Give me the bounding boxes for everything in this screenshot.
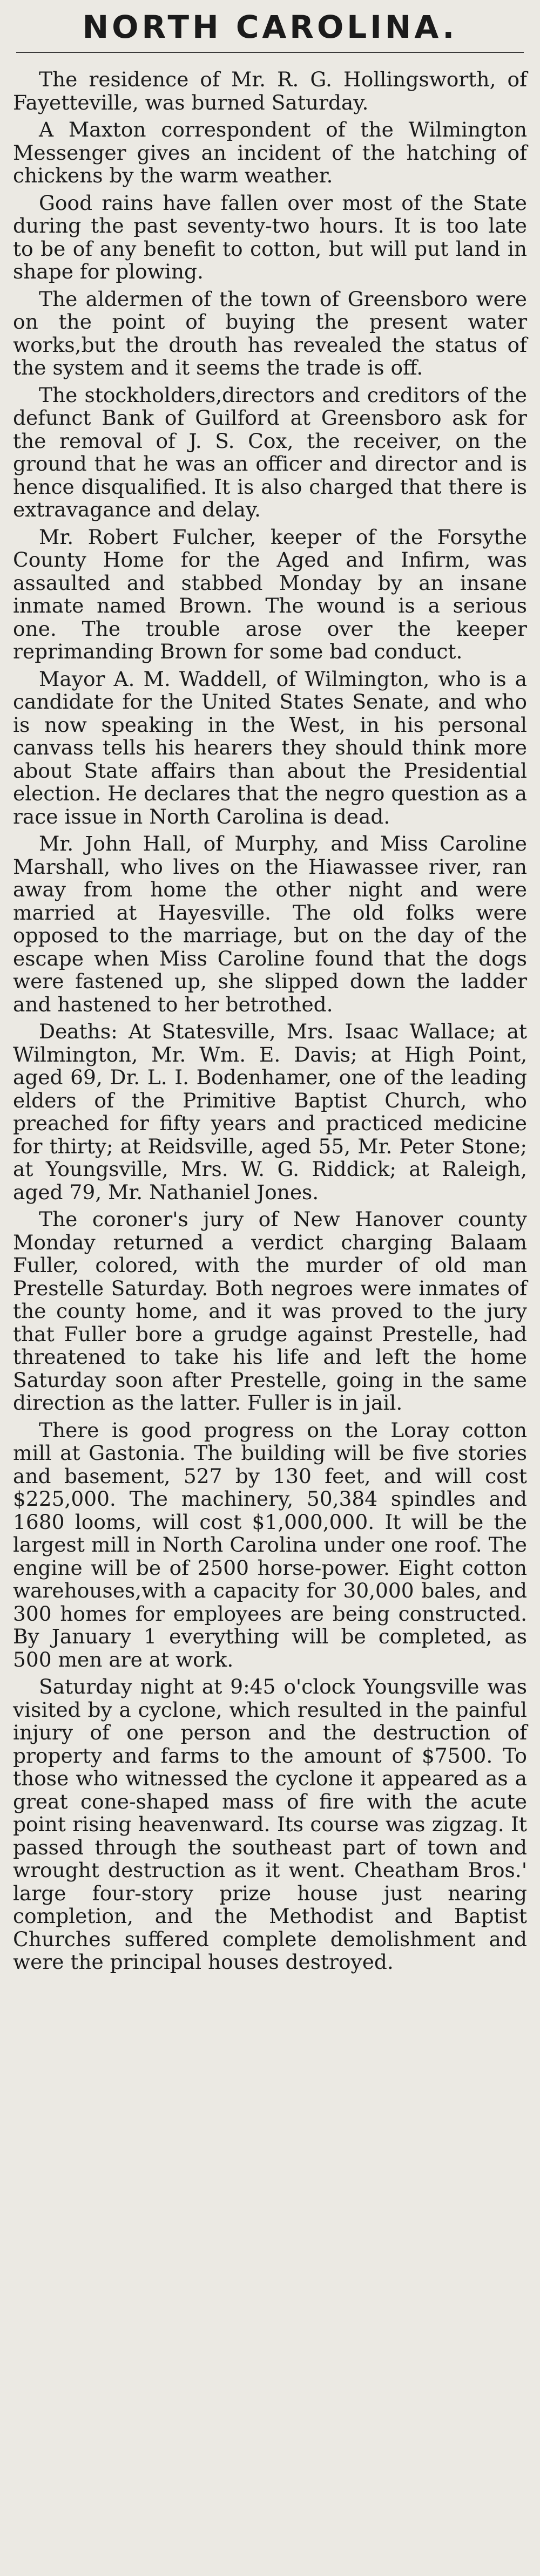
article-paragraph: The aldermen of the town of Greensboro were on the point of buying the present water works,but the drouth has revealed the status of the system and it seems the trade is off. xyxy=(13,287,527,379)
article-paragraph: Saturday night at 9:45 o'clock Youngsville was visited by a cyclone, which resulted in the painful injury of one person and the destruction of property and farms to the amount of $7500. To those who witnessed the cyclone it appeared as a great cone-shaped mass of fire with the acute point rising heavenward. Its course was zigzag. It passed through the southeast part of town and wrought destruction as it went. Cheatham Bros.' large four-story prize house just nearing completion, and the Methodist and Baptist Churches suffered complete demolishment and were the principal houses destroyed. xyxy=(13,1675,527,1974)
article-paragraph: The stockholders,directors and creditors of the defunct Bank of Guilford at Greensboro ask for the removal of J. S. Cox, the receiver, on the ground that he was an officer and director and is hence disqualified. It is also charged that there is extravagance and delay. xyxy=(13,383,527,521)
article-paragraph: Mr. John Hall, of Murphy, and Miss Caroline Marshall, who lives on the Hiawassee river, ran away from home the other night and were married at Hayesville. The old folks were opposed to the marriage, but on the day of the escape when Miss Caroline found that the dogs were fastened up, she slipped down the ladder and hastened to her betrothed. xyxy=(13,832,527,1016)
article-paragraph: Deaths: At Statesville, Mrs. Isaac Wallace; at Wilmington, Mr. Wm. E. Davis; at High Point, aged 69, Dr. L. I. Bodenhamer, one of the leading elders of the Primitive Baptist Church, who preached for fifty years and practiced medicine for thirty; at Reidsville, aged 55, Mr. Peter Stone; at Youngsville, Mrs. W. G. Riddick; at Raleigh, aged 79, Mr. Nathaniel Jones. xyxy=(13,1019,527,1204)
article-paragraph: There is good progress on the Loray cotton mill at Gastonia. The building will be five stories and basement, 527 by 130 feet, and will cost $225,000. The machinery, 50,384 spindles and 1680 looms, will cost $1,000,000. It will be the largest mill in North Carolina under one roof. The engine will be of 2500 horse-power. Eight cotton warehouses,with a capacity for 30,000 bales, and 300 homes for employees are being constructed. By January 1 everything will be completed, as 500 men are at work. xyxy=(13,1418,527,1671)
article-paragraph: The coroner's jury of New Hanover county Monday returned a verdict charging Balaam Fuller, colored, with the murder of old man Prestelle Saturday. Both negroes were inmates of the county home, and it was proved to the jury that Fuller bore a grudge against Prestelle, had threatened to take his life and left the home Saturday soon after Prestelle, going in the same direction as the latter. Fuller is in jail. xyxy=(13,1207,527,1415)
article-paragraph: Good rains have fallen over most of the State during the past seventy-two hours. It is too late to be of any benefit to cotton, but will put land in shape for plowing. xyxy=(13,191,527,283)
article-headline: NORTH CAROLINA. xyxy=(82,9,458,45)
article-paragraph: Mayor A. M. Waddell, of Wilmington, who is a candidate for the United States Senate, and who is now speaking in the West, in his personal canvass tells his hearers they should think more about State affairs than about the Presidential election. He declares that the negro question as a race issue in North Carolina is dead. xyxy=(13,667,527,828)
article-paragraph: A Maxton correspondent of the Wilmington Messenger gives an incident of the hatching of chickens by the warm weather. xyxy=(13,118,527,187)
headline-divider xyxy=(16,52,524,53)
article-paragraph: Mr. Robert Fulcher, keeper of the Forsythe County Home for the Aged and Infirm, was assaulted and stabbed Monday by an insane inmate named Brown. The wound is a serious one. The trouble arose over the keeper reprimanding Brown for some bad conduct. xyxy=(13,525,527,663)
article-paragraph: The residence of Mr. R. G. Hollingsworth, of Fayetteville, was burned Saturday. xyxy=(13,67,527,114)
